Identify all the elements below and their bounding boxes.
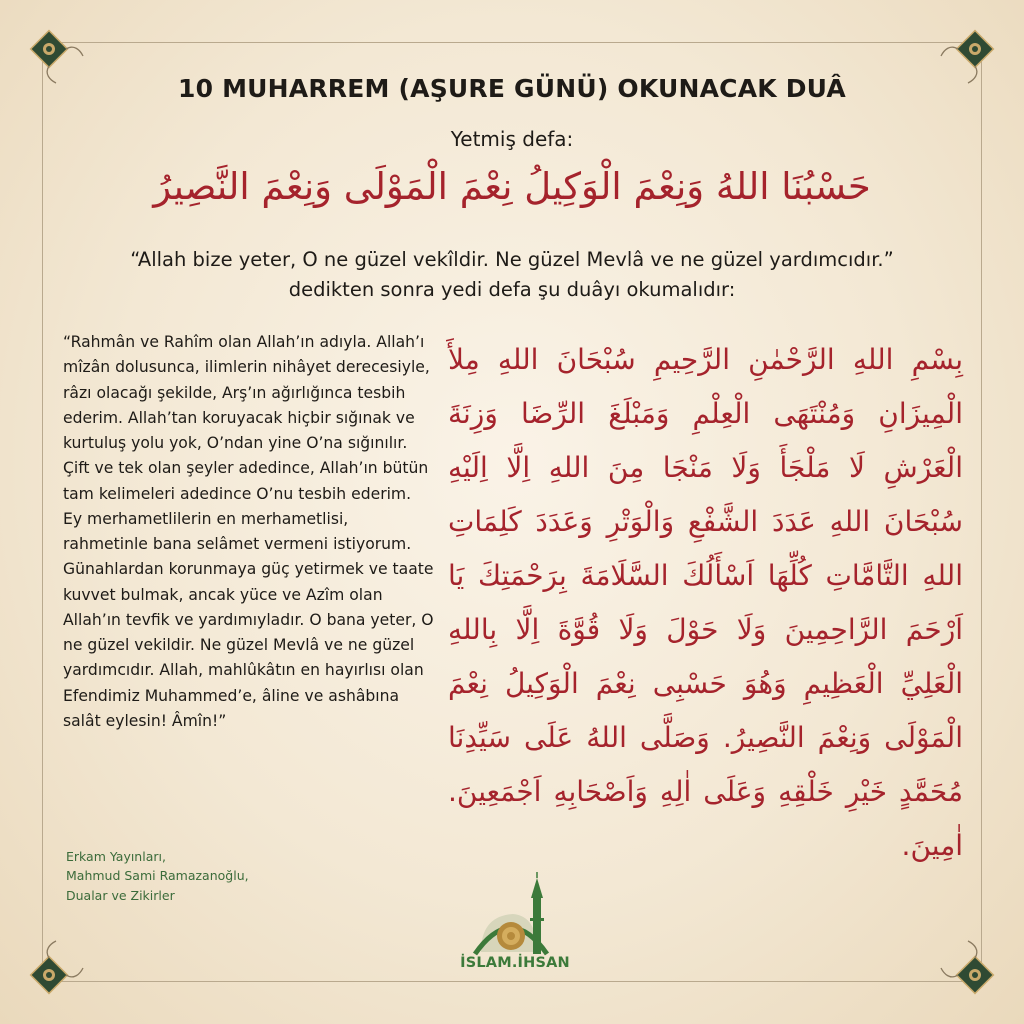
instruction-line: dedikten sonra yedi defa şu duâyı okumalıdır:	[288, 277, 736, 301]
arabic-prayer-text: بِسْمِ اللهِ الرَّحْمٰنِ الرَّحِيمِ سُبْحَانَ اللهِ مِلأَ الْمِيزَانِ وَمُنْتَهَى الْعِلْمِ وَمَبْلَغَ الرِّضَا وَزِنَةَ الْعَرْشِ لَا مَلْجَأَ وَلَا مَنْجَا مِنَ اللهِ اِلَّا اِلَيْهِ سُبْحَانَ اللهِ عَدَدَ الشَّفْعِ وَالْوَتْرِ وَعَدَدَ كَلِمَاتِ اللهِ التَّامَّاتِ كُلِّهَا اَسْأَلُكَ السَّلَامَةَ بِرَحْمَتِكَ يَا اَرْحَمَ الرَّاحِمِينَ وَلَا حَوْلَ وَلَا قُوَّةَ اِلَّا بِاللهِ الْعَلِيِّ الْعَظِيمِ وَهُوَ حَسْبِى نِعْمَ الْوَكِيلُ نِعْمَ الْمَوْلَى وَنِعْمَ النَّصِيرُ. وَصَلَّى اللهُ عَلَى سَيِّدِنَا مُحَمَّدٍ خَيْرِ خَلْقِهِ وَعَلَى اٰلِهِ وَاَصْحَابِهِ اَجْمَعِينَ. اٰمِينَ.	[448, 343, 963, 863]
source-line: Mahmud Sami Ramazanoğlu,	[66, 868, 249, 884]
prayer-meaning-text: “Rahmân ve Rahîm olan Allah’ın adıyla. Allah’ı mîzân dolusunca, ilimlerin nihâyet derecesiyle, râzı olacağı şekilde, Arş’ın ağırlığınca tesbih ederim. Allah’tan koruyacak hiçbir sığınak ve kurtuluş yolu yok, O’ndan yine O’na sığınılır. Çift ve tek olan şeyler adedince, Allah’ın bütün tam kelimeleri adedince O’nu tesbih ederim. Ey merhametlilerin en merhametlisi, rahmetinle bana selâmet vermeni istiyorum. Günahlardan korunmaya güç yetirmek ve taate kuvvet bulmak, ancak yüce ve Azîm olan Allah’ın tevfik ve yardımıyladır. O bana yeter, O ne güzel vekildir. Ne güzel Mevlâ ve ne güzel yardımcıdır. Allah, mahlûkâtın en hayırlısı olan Efendimiz Muhammed’e, âline ve ashâbına salât eylesin! Âmîn!”	[63, 333, 434, 730]
source-line: Erkam Yayınları,	[66, 849, 166, 864]
translation-line: “Allah bize yeter, O ne güzel vekîldir. Ne güzel Mevlâ ve ne güzel yardımcıdır.”	[130, 248, 894, 271]
source-citation	[66, 847, 326, 905]
arabic-short-prayer: حَسْبُنَا اللهُ وَنِعْمَ الْوَكِيلُ نِعْمَ الْمَوْلَى وَنِعْمَ النَّصِيرُ	[153, 165, 871, 208]
brand-logo-text: İSLAM.İHSAN	[460, 955, 570, 971]
repeat-note: Yetmiş defa:	[450, 127, 574, 151]
corner-ornament-icon	[940, 940, 998, 998]
corner-ornament-icon	[26, 940, 84, 998]
source-line: Dualar ve Zikirler	[66, 887, 175, 903]
translation-block	[20, 245, 1004, 304]
page-title: 10 MUHARREM (AŞURE GÜNÜ) OKUNACAK DUÂ	[178, 74, 846, 103]
